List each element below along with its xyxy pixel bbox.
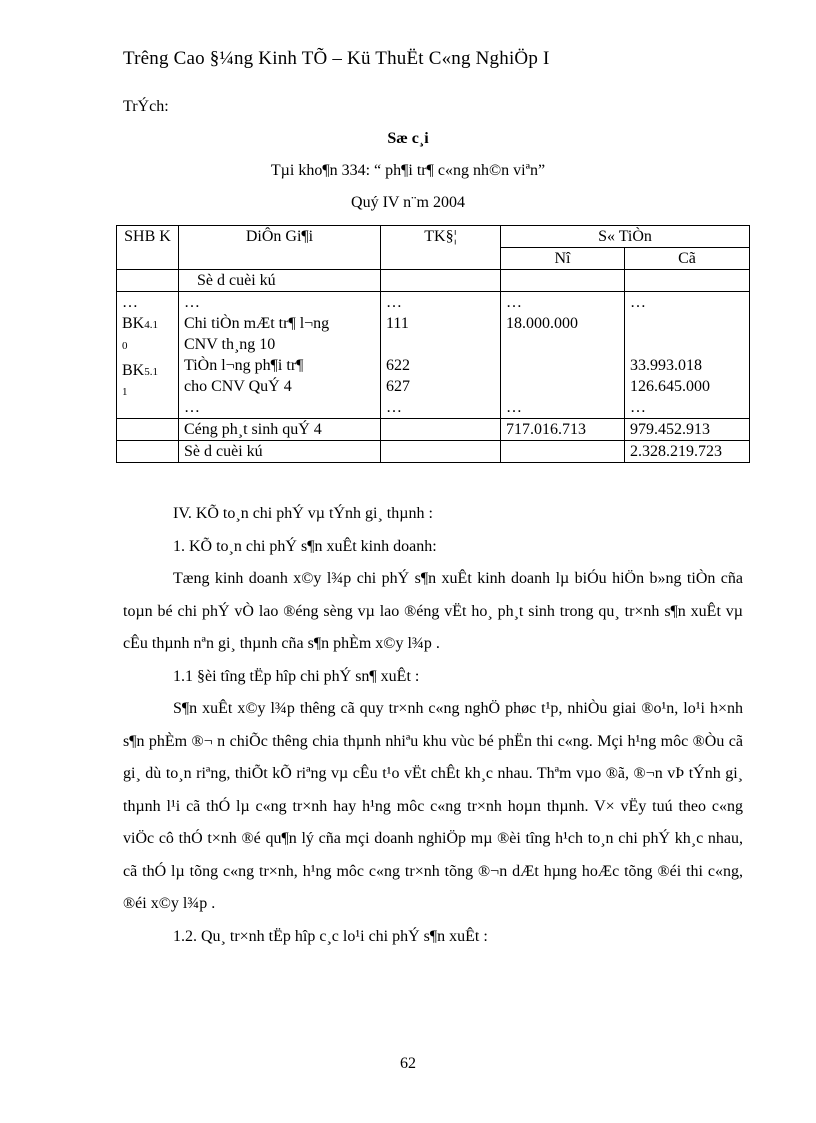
body-text (123, 498, 743, 953)
col-header-account: TK§¦ (381, 226, 501, 270)
col-header-shbk: SHB K (117, 226, 179, 270)
opening-balance-label: Sè d cuèi kú (179, 270, 381, 292)
closing-balance-row (117, 441, 750, 463)
col-header-credit: Cã (625, 248, 750, 270)
total-label: Céng ph¸t sinh quÝ 4 (179, 419, 381, 441)
page-number: 62 (400, 1055, 416, 1072)
ledger-table (116, 225, 750, 463)
opening-balance-row (117, 270, 750, 292)
subsection-heading: 1.1 §èi tîng tËp hîp chi phÝ sn¶ xuÊt : (173, 667, 420, 685)
page-header: Trêng Cao §¼ng Kinh TÕ – Kü ThuËt C«ng NghiÖp I (123, 48, 550, 69)
total-debit: 717.016.713 (501, 419, 625, 441)
ledger-account: Tµi kho¶n 334: “ ph¶i tr¶ c«ng nh©n viªn” (270, 162, 546, 179)
description-cell: … Chi tiÒn mÆt tr¶ l¬ng CNV th¸ng 10 TiÒn l¬ng ph¶i tr¶ cho CNV QuÝ 4 … (179, 292, 381, 419)
total-credit: 979.452.913 (625, 419, 750, 441)
closing-balance-label: Sè d cuèi kú (179, 441, 381, 463)
ledger-title: Sæ c¸i (387, 130, 429, 147)
shbk-cell: … BK4.1 0 BK5.1 1 (117, 292, 179, 419)
table-header-row (117, 226, 750, 248)
table-row (117, 292, 750, 419)
subsection-heading: 1.2. Qu¸ tr×nh tËp hîp c¸c lo¹i chi phÝ s¶n xuÊt : (173, 927, 488, 945)
total-row (117, 419, 750, 441)
account-cell: … 111 622 627 … (381, 292, 501, 419)
credit-cell: … 33.993.018 126.645.000 … (625, 292, 750, 419)
col-header-amount: S« TiÒn (501, 226, 750, 248)
debit-cell: … 18.000.000 … (501, 292, 625, 419)
paragraph: S¶n xuÊt x©y l¾p thêng cã quy tr×nh c«ng nghÖ phøc t¹p, nhiÒu giai ®o¹n, lo¹i h×nh s¶n phÈm ®¬ n chiÕc thêng chia thµnh nhiªu khu vùc bé phËn thi c«ng. Mçi h¹ng môc ®Òu cã gi¸ dù to¸n riªng, thiÕt kÕ riªng vµ cÊu t¹o vËt chÊt kh¸c nhau. Thªm vµo ®ã, ®¬n vÞ tÝnh gi¸ thµnh l¹i cã thÓ lµ c«ng tr×nh hay h¹ng môc c«ng tr×nh hoµn thµnh. V× vËy tuú theo c«ng viÖc cô thÓ t×nh ®é qu¶n lý cña mçi doanh nghiÖp mµ ®èi tîng h¹ch to¸n chi phÝ kh¸c nhau, cã thÓ lµ tõng c«ng tr×nh, h¹ng môc c«ng tr×nh tõng ®¬n dÆt hµng hoÆc tõng ®éi thi c«ng, ®éi x©y l¾p . (123, 700, 743, 912)
section-heading: IV. KÕ to¸n chi phÝ vµ tÝnh gi¸ thµnh : (173, 505, 433, 522)
subsection-heading: 1. KÕ to¸n chi phÝ s¶n xuÊt kinh doanh: (173, 537, 437, 555)
excerpt-label: TrÝch: (123, 98, 169, 115)
col-header-description: DiÔn Gi¶i (179, 226, 381, 270)
closing-balance-credit: 2.328.219.723 (625, 441, 750, 463)
col-header-debit: Nî (501, 248, 625, 270)
ledger-period: Quý IV n¨m 2004 (351, 194, 465, 211)
paragraph: Tæng kinh doanh x©y l¾p chi phÝ s¶n xuÊt kinh doanh lµ biÓu hiÖn b»ng tiÒn cña toµn bé chi phÝ vÒ lao ®éng sèng vµ lao ®éng vËt ho¸ ph¸t sinh trong qu¸ tr×nh s¶n xuÊt vµ cÊu thµnh nªn gi¸ thµnh cña s¶n phÈm x©y l¾p . (123, 570, 743, 652)
